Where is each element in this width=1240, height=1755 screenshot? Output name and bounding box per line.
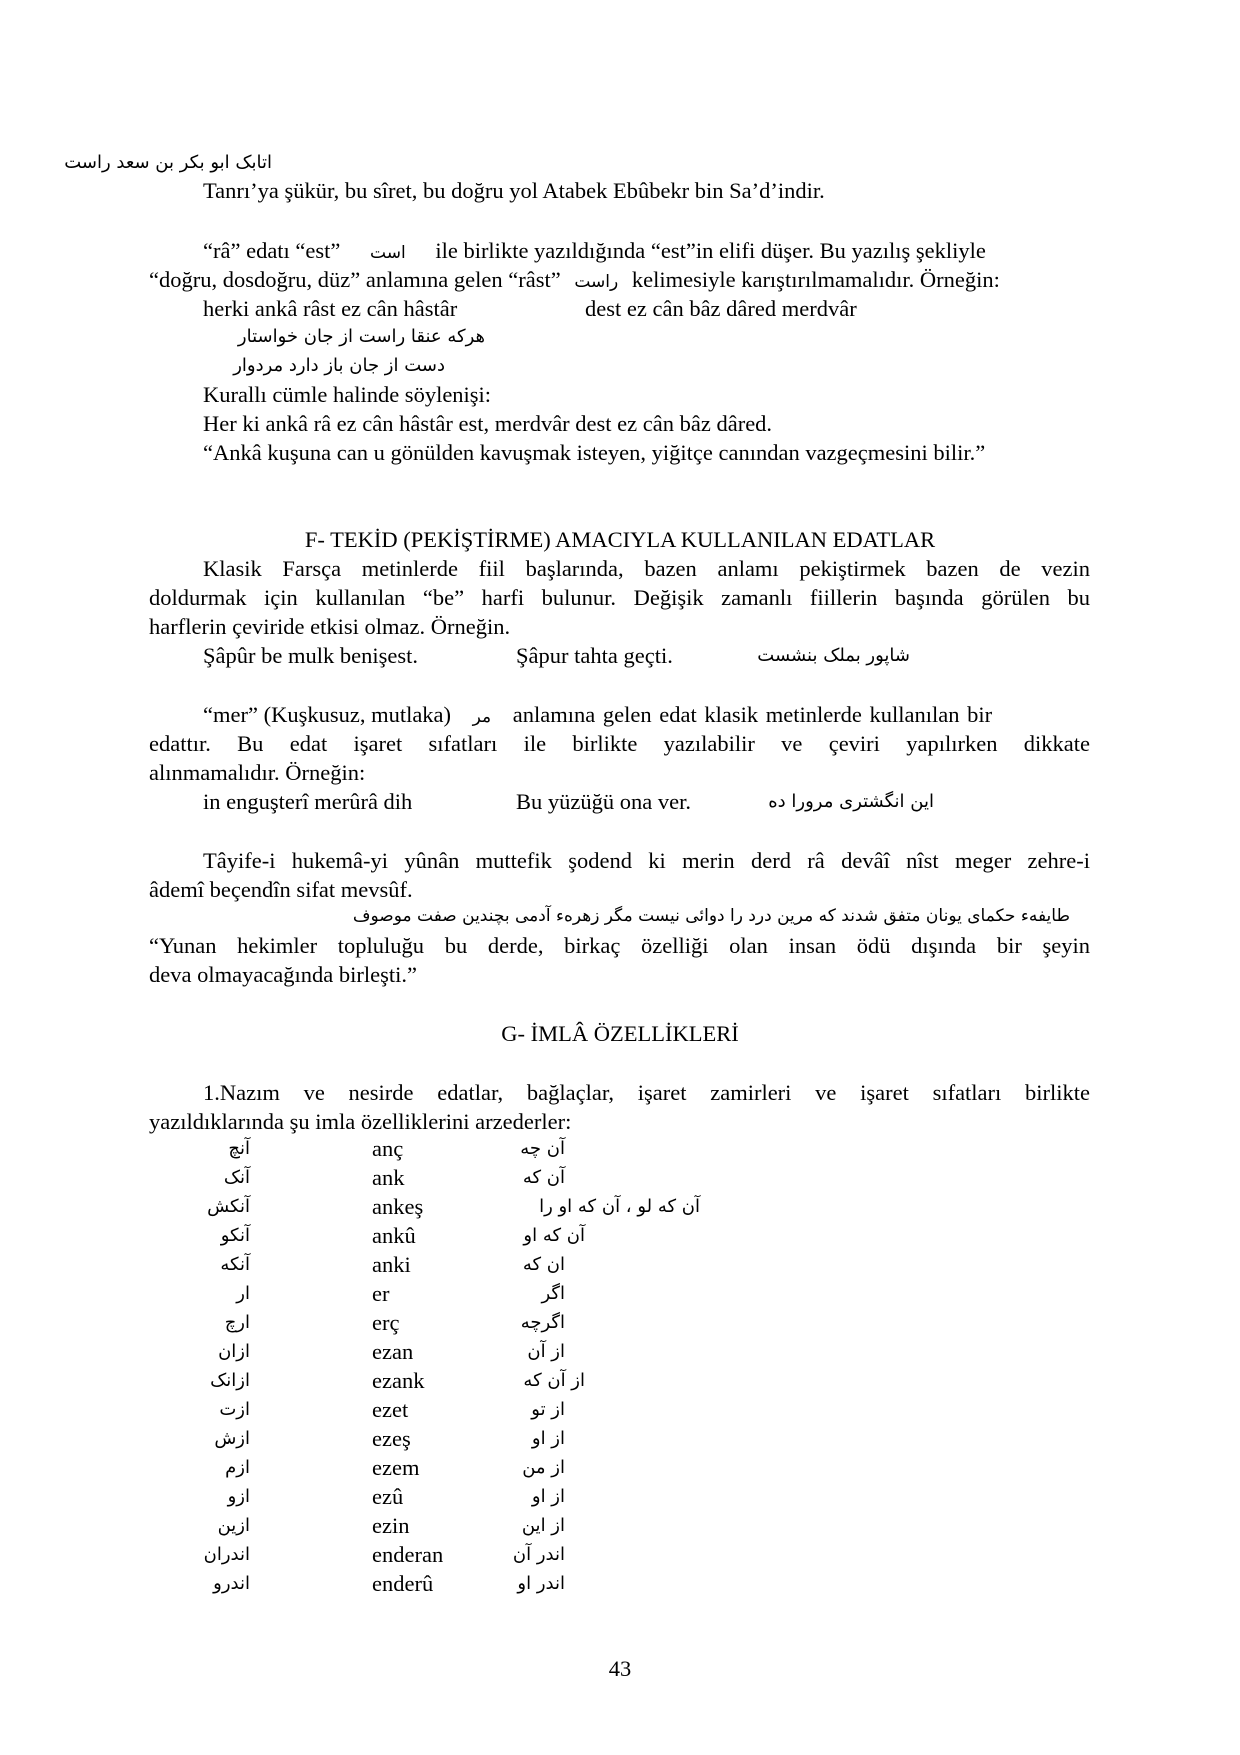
example-arabic: شاپور بملک بنشست bbox=[757, 645, 910, 666]
contracted-form: ازین bbox=[217, 1515, 250, 1536]
full-form: از او bbox=[531, 1428, 565, 1449]
table-row bbox=[0, 1134, 1240, 1163]
transliteration: anç bbox=[372, 1136, 404, 1161]
full-form: از او bbox=[531, 1486, 565, 1507]
text-segment: “râ” edatı “est” bbox=[203, 238, 341, 263]
transliteration: ezank bbox=[372, 1368, 425, 1393]
table-row bbox=[0, 1308, 1240, 1337]
transliteration: ankeş bbox=[372, 1194, 424, 1219]
paragraph-line: edattır. Bu edat işaret sıfatları ile birlikte yazılabilir ve çeviri yapılırken dikkate bbox=[149, 731, 1090, 756]
contracted-form: ازان bbox=[218, 1341, 250, 1362]
contracted-form: ازانک bbox=[210, 1370, 250, 1391]
paragraph-line: Klasik Farsça metinlerde fiil başlarında, bazen anlamı pekiştirmek bazen de vezin bbox=[203, 556, 1090, 581]
full-form: آن که او bbox=[523, 1225, 585, 1246]
arabic-word: راست bbox=[574, 272, 619, 292]
regular-label: Kurallı cümle halinde söylenişi: bbox=[203, 382, 492, 407]
full-form: از تو bbox=[531, 1399, 565, 1420]
full-form: از من bbox=[522, 1457, 565, 1478]
full-form: از این bbox=[521, 1515, 565, 1536]
paragraph-line: Tâyife-i hukemâ-yi yûnân muttefik şodend ki merin derd râ devâî nîst meger zehre-i bbox=[203, 848, 1090, 873]
example-transliteration: Şâpûr be mulk benişest. bbox=[203, 643, 418, 668]
contracted-form: ازو bbox=[227, 1486, 250, 1507]
transliteration: anki bbox=[372, 1252, 411, 1277]
verse-arabic-2: دست از جان باز دارد مردوار bbox=[233, 355, 445, 376]
verse-arabic-1: هرکه عنقا راست از جان خواستار bbox=[237, 326, 485, 347]
table-row bbox=[0, 1395, 1240, 1424]
transliteration: ankû bbox=[372, 1223, 416, 1248]
full-form: از آن bbox=[527, 1341, 565, 1362]
full-form: اندر او bbox=[517, 1573, 565, 1594]
example-arabic: این انگشتری مرورا ده bbox=[768, 791, 934, 812]
transliteration: ezû bbox=[372, 1484, 404, 1509]
transliteration: ezeş bbox=[372, 1426, 411, 1451]
verse-right: dest ez cân bâz dâred merdvâr bbox=[585, 296, 857, 321]
transliteration: enderû bbox=[372, 1571, 434, 1596]
section-heading-g: G- İMLÂ ÖZELLİKLERİ bbox=[501, 1021, 739, 1046]
contracted-form: ازش bbox=[214, 1428, 250, 1449]
paragraph-line bbox=[203, 700, 992, 732]
full-form: آن که لو ، آن که او را bbox=[539, 1196, 700, 1217]
full-form: اندر آن bbox=[512, 1544, 565, 1565]
table-row bbox=[0, 1279, 1240, 1308]
example-translation: Tanrı’ya şükür, bu sîret, bu doğru yol Atabek Ebûbekr bin Sa’d’indir. bbox=[203, 178, 825, 203]
section-heading-f: F- TEKİD (PEKİŞTİRME) AMACIYLA KULLANILAN EDATLAR bbox=[304, 527, 936, 552]
ra-paragraph-line1 bbox=[203, 236, 986, 268]
table-row bbox=[0, 1366, 1240, 1395]
text-segment: anlamına gelen edat klasik metinlerde kullanılan bir bbox=[512, 702, 993, 727]
transliteration: er bbox=[372, 1281, 390, 1306]
table-row bbox=[0, 1250, 1240, 1279]
table-row bbox=[0, 1540, 1240, 1569]
contracted-form: اندرو bbox=[213, 1573, 250, 1594]
contracted-form: ازم bbox=[225, 1457, 250, 1478]
arabic-example-line: اتابک ابو بکر بن سعد راست bbox=[64, 152, 272, 173]
meaning-quote: “Yunan hekimler topluluğu bu derde, birkaç özelliği olan insan ödü dışında bir şeyin bbox=[149, 933, 1090, 958]
text-segment: “mer” (Kuşkusuz, mutlaka) bbox=[203, 702, 452, 727]
text-segment: “doğru, dosdoğru, düz” anlamına gelen “râst” bbox=[149, 267, 561, 292]
example-transliteration: in enguşterî merûrâ dih bbox=[203, 789, 413, 814]
full-form: اگرچه bbox=[520, 1312, 565, 1333]
contracted-form: آنکو bbox=[220, 1225, 250, 1246]
contracted-form: اندران bbox=[203, 1544, 250, 1565]
full-form: از آن که bbox=[523, 1370, 585, 1391]
text-segment: ile birlikte yazıldığında “est”in elifi düşer. Bu yazılış şekliyle bbox=[435, 238, 986, 263]
meaning-quote: deva olmayacağında birleşti.” bbox=[149, 962, 418, 987]
arabic-word: است bbox=[370, 243, 406, 263]
contracted-form: آنچ bbox=[228, 1138, 250, 1159]
transliteration: ezem bbox=[372, 1455, 420, 1480]
paragraph-line: yazıldıklarında şu imla özelliklerini arzederler: bbox=[149, 1109, 572, 1134]
example-translation: Bu yüzüğü ona ver. bbox=[516, 789, 691, 814]
table-row bbox=[0, 1569, 1240, 1598]
transliteration: ezin bbox=[372, 1513, 410, 1538]
transliteration: ank bbox=[372, 1165, 405, 1190]
table-row bbox=[0, 1453, 1240, 1482]
table-row bbox=[0, 1337, 1240, 1366]
verse-left: herki ankâ râst ez cân hâstâr bbox=[203, 296, 458, 321]
table-row bbox=[0, 1221, 1240, 1250]
transliteration: erç bbox=[372, 1310, 400, 1335]
paragraph-line: 1.Nazım ve nesirde edatlar, bağlaçlar, işaret zamirleri ve işaret sıfatları birlikte bbox=[203, 1080, 1090, 1105]
full-form: اگر bbox=[541, 1283, 565, 1304]
full-form: ان که bbox=[522, 1254, 565, 1275]
example-translation: Şâpur tahta geçti. bbox=[516, 643, 673, 668]
contracted-form: آنکش bbox=[207, 1196, 250, 1217]
meaning-quote: “Ankâ kuşuna can u gönülden kavuşmak isteyen, yiğitçe canından vazgeçmesini bilir.” bbox=[203, 440, 986, 465]
paragraph-line: âdemî beçendîn sifat mevsûf. bbox=[149, 877, 413, 902]
transliteration: ezet bbox=[372, 1397, 409, 1422]
contracted-form: آنک bbox=[223, 1167, 250, 1188]
contracted-form: ازت bbox=[219, 1399, 250, 1420]
full-form: آن چه bbox=[520, 1138, 565, 1159]
full-form: آن که bbox=[522, 1167, 565, 1188]
regular-sentence: Her ki ankâ râ ez cân hâstâr est, merdvâr dest ez cân bâz dâred. bbox=[203, 411, 773, 436]
text-segment: kelimesiyle karıştırılmamalıdır. Örneğin: bbox=[631, 267, 1000, 292]
arabic-word: مر bbox=[472, 707, 492, 727]
table-row bbox=[0, 1482, 1240, 1511]
table-row bbox=[0, 1192, 1240, 1221]
paragraph-line: harflerin çeviride etkisi olmaz. Örneğin. bbox=[149, 614, 511, 639]
transliteration: enderan bbox=[372, 1542, 444, 1567]
page-number: 43 bbox=[608, 1656, 632, 1681]
table-row bbox=[0, 1511, 1240, 1540]
table-row bbox=[0, 1424, 1240, 1453]
table-row bbox=[0, 1163, 1240, 1192]
contracted-form: آنکه bbox=[220, 1254, 250, 1275]
paragraph-line: alınmamalıdır. Örneğin: bbox=[149, 760, 366, 785]
ra-paragraph-line2 bbox=[149, 265, 1000, 297]
contracted-form: ار bbox=[236, 1283, 250, 1304]
contracted-form: ارچ bbox=[224, 1312, 250, 1333]
arabic-sentence: طایفهء حکمای یونان متفق شدند که مرین درد را دوائی نیست مگر زهرهء آدمی بچندین صفت موصوف bbox=[352, 906, 1070, 926]
paragraph-line: doldurmak için kullanılan “be” harfi bulunur. Değişik zamanlı fiillerin başında görülen bu bbox=[149, 585, 1090, 610]
transliteration: ezan bbox=[372, 1339, 414, 1364]
